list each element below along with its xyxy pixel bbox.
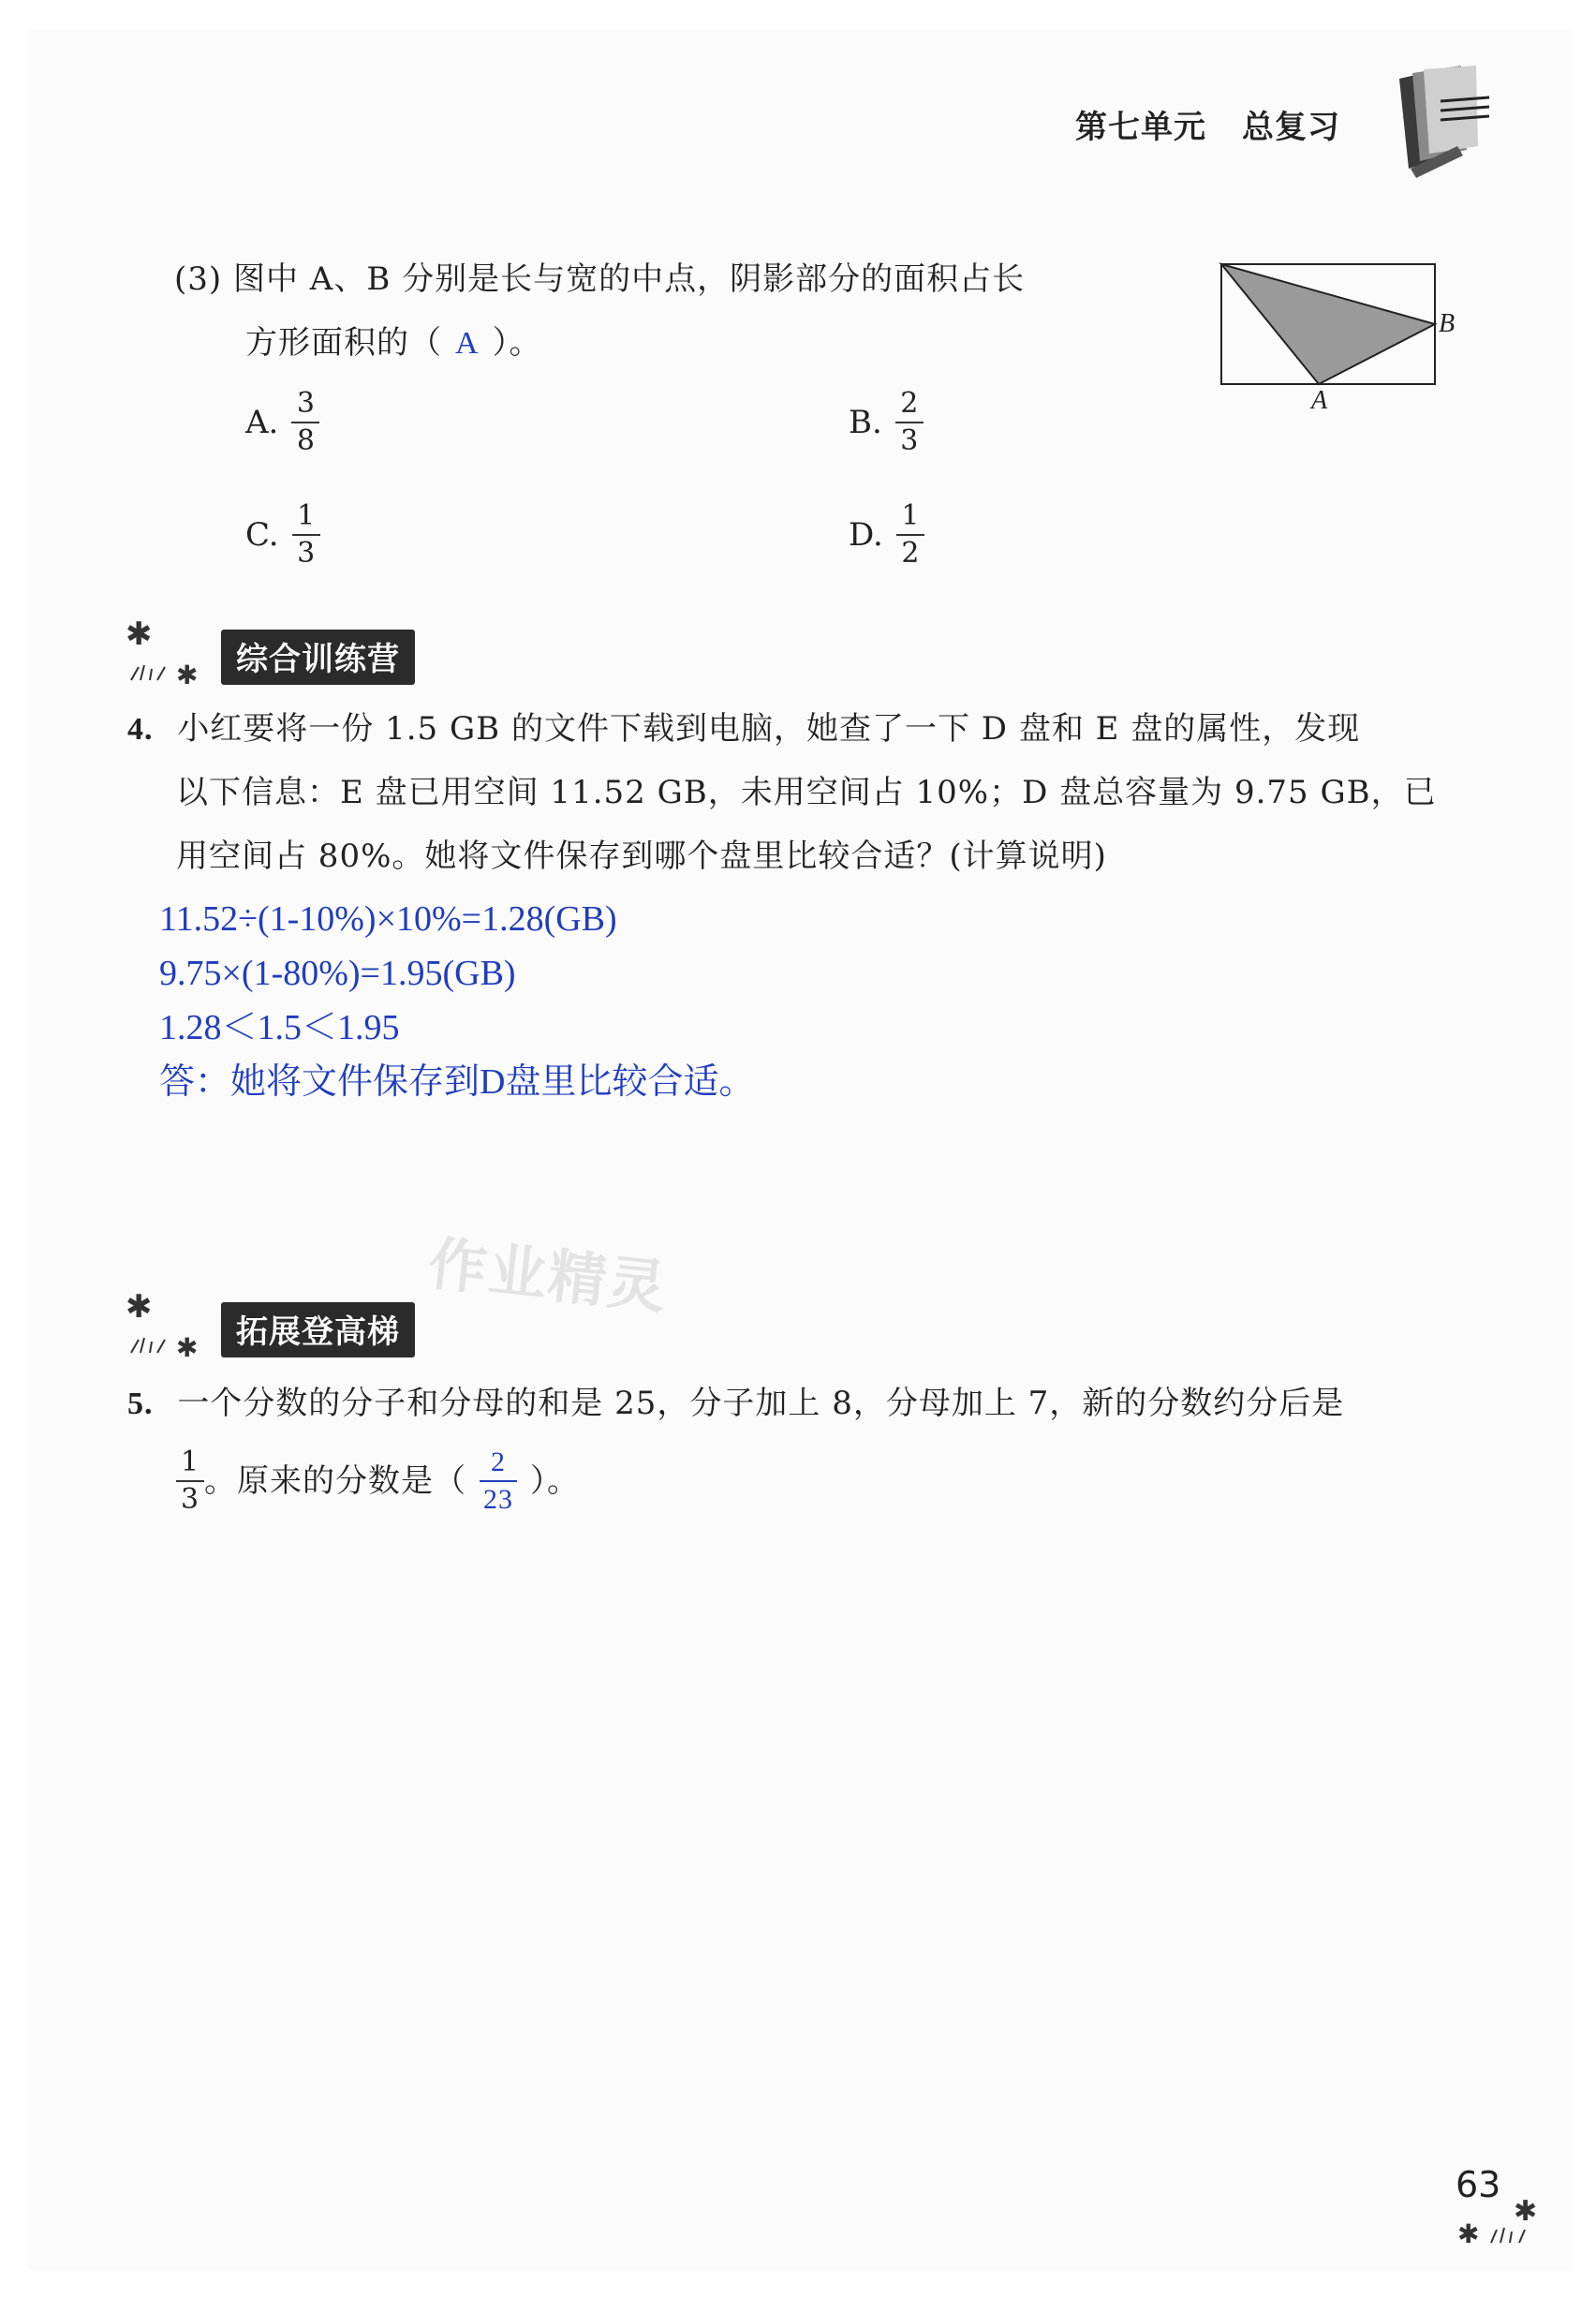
q3-figure <box>1214 259 1485 408</box>
svg-text:✱: ✱ <box>1457 2218 1480 2249</box>
fraction: $\frac{1}{3}$ <box>292 500 320 570</box>
header-title: 总复习 <box>1242 109 1340 146</box>
q3-option-b: B. $\frac{2}{3}$ <box>849 388 924 457</box>
q3-option-d: D. $\frac{1}{2}$ <box>849 500 924 570</box>
q4-answer-line3: 1.28＜1.5＜1.95 <box>159 1008 400 1047</box>
q3-stem-line1: (3) 图中 A、B 分别是长与宽的中点，阴影部分的面积占长 <box>174 260 1026 298</box>
section-title-training: 综合训练营 <box>221 630 415 685</box>
flower-icon <box>124 615 217 690</box>
fraction: $\frac{3}{8}$ <box>291 388 319 457</box>
flower-icon <box>1454 2183 1557 2258</box>
q5-line1: 5. 一个分数的分子和分母的和是 25，分子加上 8，分母加上 7，新的分数约分后是 <box>127 1385 1345 1422</box>
svg-text:✱: ✱ <box>1514 2195 1538 2228</box>
svg-text:✱: ✱ <box>126 1288 153 1326</box>
book-icon <box>1382 60 1499 182</box>
header-unit: 第七单元 <box>1075 109 1206 146</box>
q3-answer: A <box>455 326 480 361</box>
svg-text:✱: ✱ <box>176 1332 199 1362</box>
flower-icon <box>124 1287 217 1362</box>
fraction: $\frac{2}{3}$ <box>895 388 924 457</box>
q4-line3: 用空间占 80%。她将文件保存到哪个盘里比较合适？(计算说明) <box>176 838 1107 875</box>
q4-line2: 以下信息：E 盘已用空间 11.52 GB，未用空间占 10%；D 盘总容量为 9.75 GB，已 <box>176 774 1437 811</box>
q4-answer-line2: 9.75×(1-80%)=1.95(GB) <box>159 954 516 993</box>
fraction: $\frac{1}{3}$ <box>176 1446 204 1516</box>
q4-answer-line1: 11.52÷(1-10%)×10%=1.28(GB) <box>159 899 617 939</box>
fig-label-a: A <box>1311 386 1328 408</box>
page-header-title <box>1075 101 1340 147</box>
q4-line1: 4. 小红要将一份 1.5 GB 的文件下载到电脑，她查了一下 D 盘和 E 盘的属性，发现 <box>127 710 1361 748</box>
q3-option-a: A. $\frac{3}{8}$ <box>245 388 319 457</box>
q3-option-c: C. $\frac{1}{3}$ <box>245 500 320 570</box>
q3-stem-line2: 方形面积的（ A ）。 <box>245 324 542 362</box>
q5-line2: $\frac{1}{3}$ 。原来的分数是（ $\frac{2}{23}$ ）。 <box>176 1446 580 1516</box>
svg-text:✱: ✱ <box>176 660 199 690</box>
watermark: 作业精灵 <box>425 1228 672 1323</box>
page-number: 63 <box>1456 2164 1501 2205</box>
fig-label-b: B <box>1439 309 1456 338</box>
q5-answer: $\frac{2}{23}$ <box>480 1446 517 1516</box>
fraction: $\frac{1}{2}$ <box>896 500 924 570</box>
q4-answer-line4: 答：她将文件保存到D盘里比较合适。 <box>159 1062 755 1102</box>
svg-text:✱: ✱ <box>126 616 153 653</box>
section-title-advanced: 拓展登高梯 <box>221 1302 415 1357</box>
